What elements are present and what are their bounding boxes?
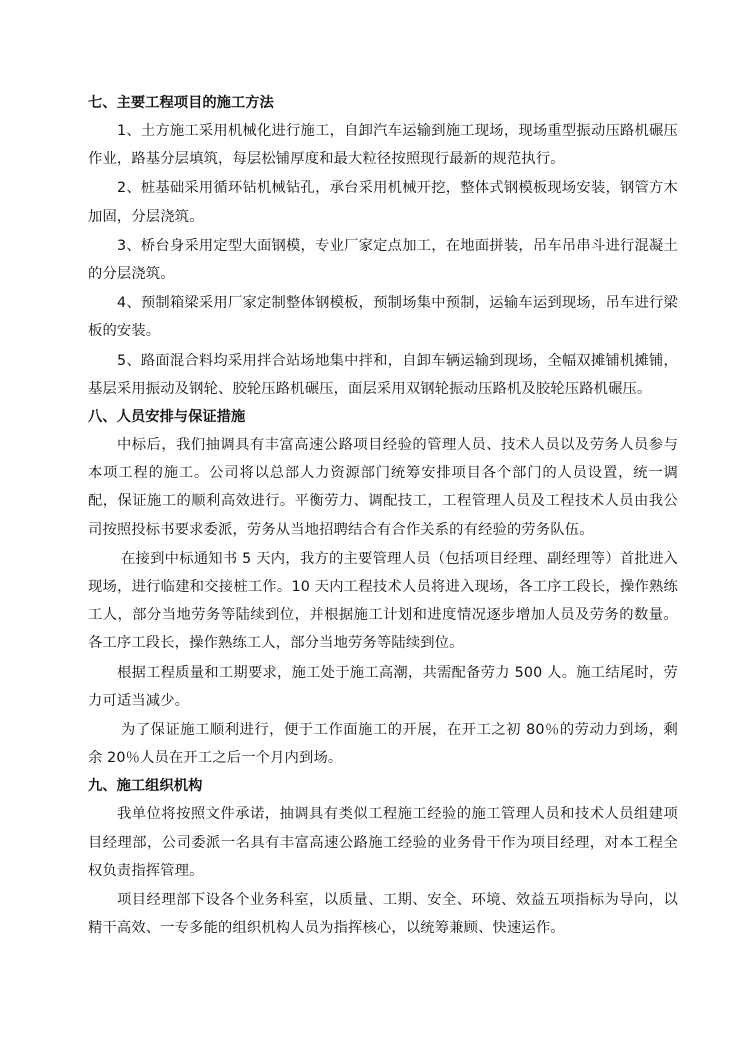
paragraph: 5、路面混合料均采用拌合站场地集中拌和，自卸车辆运输到现场，全幅双摊铺机摊铺，基层采用振动及钢轮、胶轮压路机碾压，面层采用双钢轮振动压路机及胶轮压路机碾压。: [88, 352, 678, 397]
paragraph: 4、预制箱梁采用厂家定制整体钢模板，预制场集中预制，运输车运到现场，吊车进行梁板的安装。: [88, 295, 678, 340]
section-personnel-arrangement: [88, 404, 678, 772]
paragraph: 为了保证施工顺利进行，便于工作面施工的开展，在开工之初 80％的劳动力到场，剩余 20％人员在开工之后一个月内到场。: [88, 722, 678, 767]
section-heading: 七、主要工程项目的施工方法: [88, 95, 274, 111]
section-heading: 八、人员安排与保证措施: [88, 409, 246, 426]
paragraph: 项目经理部下设各个业务科室，以质量、工期、安全、环境、效益五项指标为导向，以精干高效、一专多能的组织机构人员为指挥核心，以统筹兼顾、快速运作。: [88, 892, 678, 937]
paragraph: 3、桥台身采用定型大面钢模，专业厂家定点加工，在地面拼装，吊车吊串斗进行混凝土的分层浇筑。: [88, 237, 678, 283]
section-construction-methods: [88, 90, 678, 403]
document-page: [88, 90, 678, 943]
section-organization-structure: [88, 773, 678, 942]
paragraph: 在接到中标通知书 5 天内，我方的主要管理人员（包括项目经理、副经理等）首批进入现场，进行临建和交接桩工作。10 天内工程技术人员将进入现场，各工序工段长，操作熟练工人，部分当地劳务等陆续到位，并根据施工计划和进度情况逐步增加人员及劳务的数量。各工序工段长，操作熟练工人，部分当地劳务等陆续到位。: [88, 550, 678, 652]
paragraph: 根据工程质量和工期要求，施工处于施工高潮，共需配备劳力 500 人。施工结尾时，劳力可适当减少。: [88, 664, 678, 709]
section-heading: 九、施工组织机构: [88, 778, 203, 795]
paragraph: 1、土方施工采用机械化进行施工，自卸汽车运输到施工现场，现场重型振动压路机碾压作业，路基分层填筑，每层松铺厚度和最大粒径按照现行最新的规范执行。: [88, 123, 678, 168]
paragraph: 我单位将按照文件承诺，抽调具有类似工程施工经验的施工管理人员和技术人员组建项目经理部，公司委派一名具有丰富高速公路施工经验的业务骨干作为项目经理，对本工程全权负责指挥管理。: [88, 806, 678, 879]
paragraph: 中标后，我们抽调具有丰富高速公路项目经验的管理人员、技术人员以及劳务人员参与本项工程的施工。公司将以总部人力资源部门统筹安排项目各个部门的人员设置，统一调配，保证施工的顺利高效进行。平衡劳力、调配技工，工程管理人员及工程技术人员由我公司按照投标书要求委派，劳务从当地招聘结合有合作关系的有经验的劳务队伍。: [88, 437, 678, 538]
paragraph: 2、桩基础采用循环钻机械钻孔，承台采用机械开挖，整体式钢模板现场安装，钢管方木加固，分层浇筑。: [88, 180, 678, 225]
